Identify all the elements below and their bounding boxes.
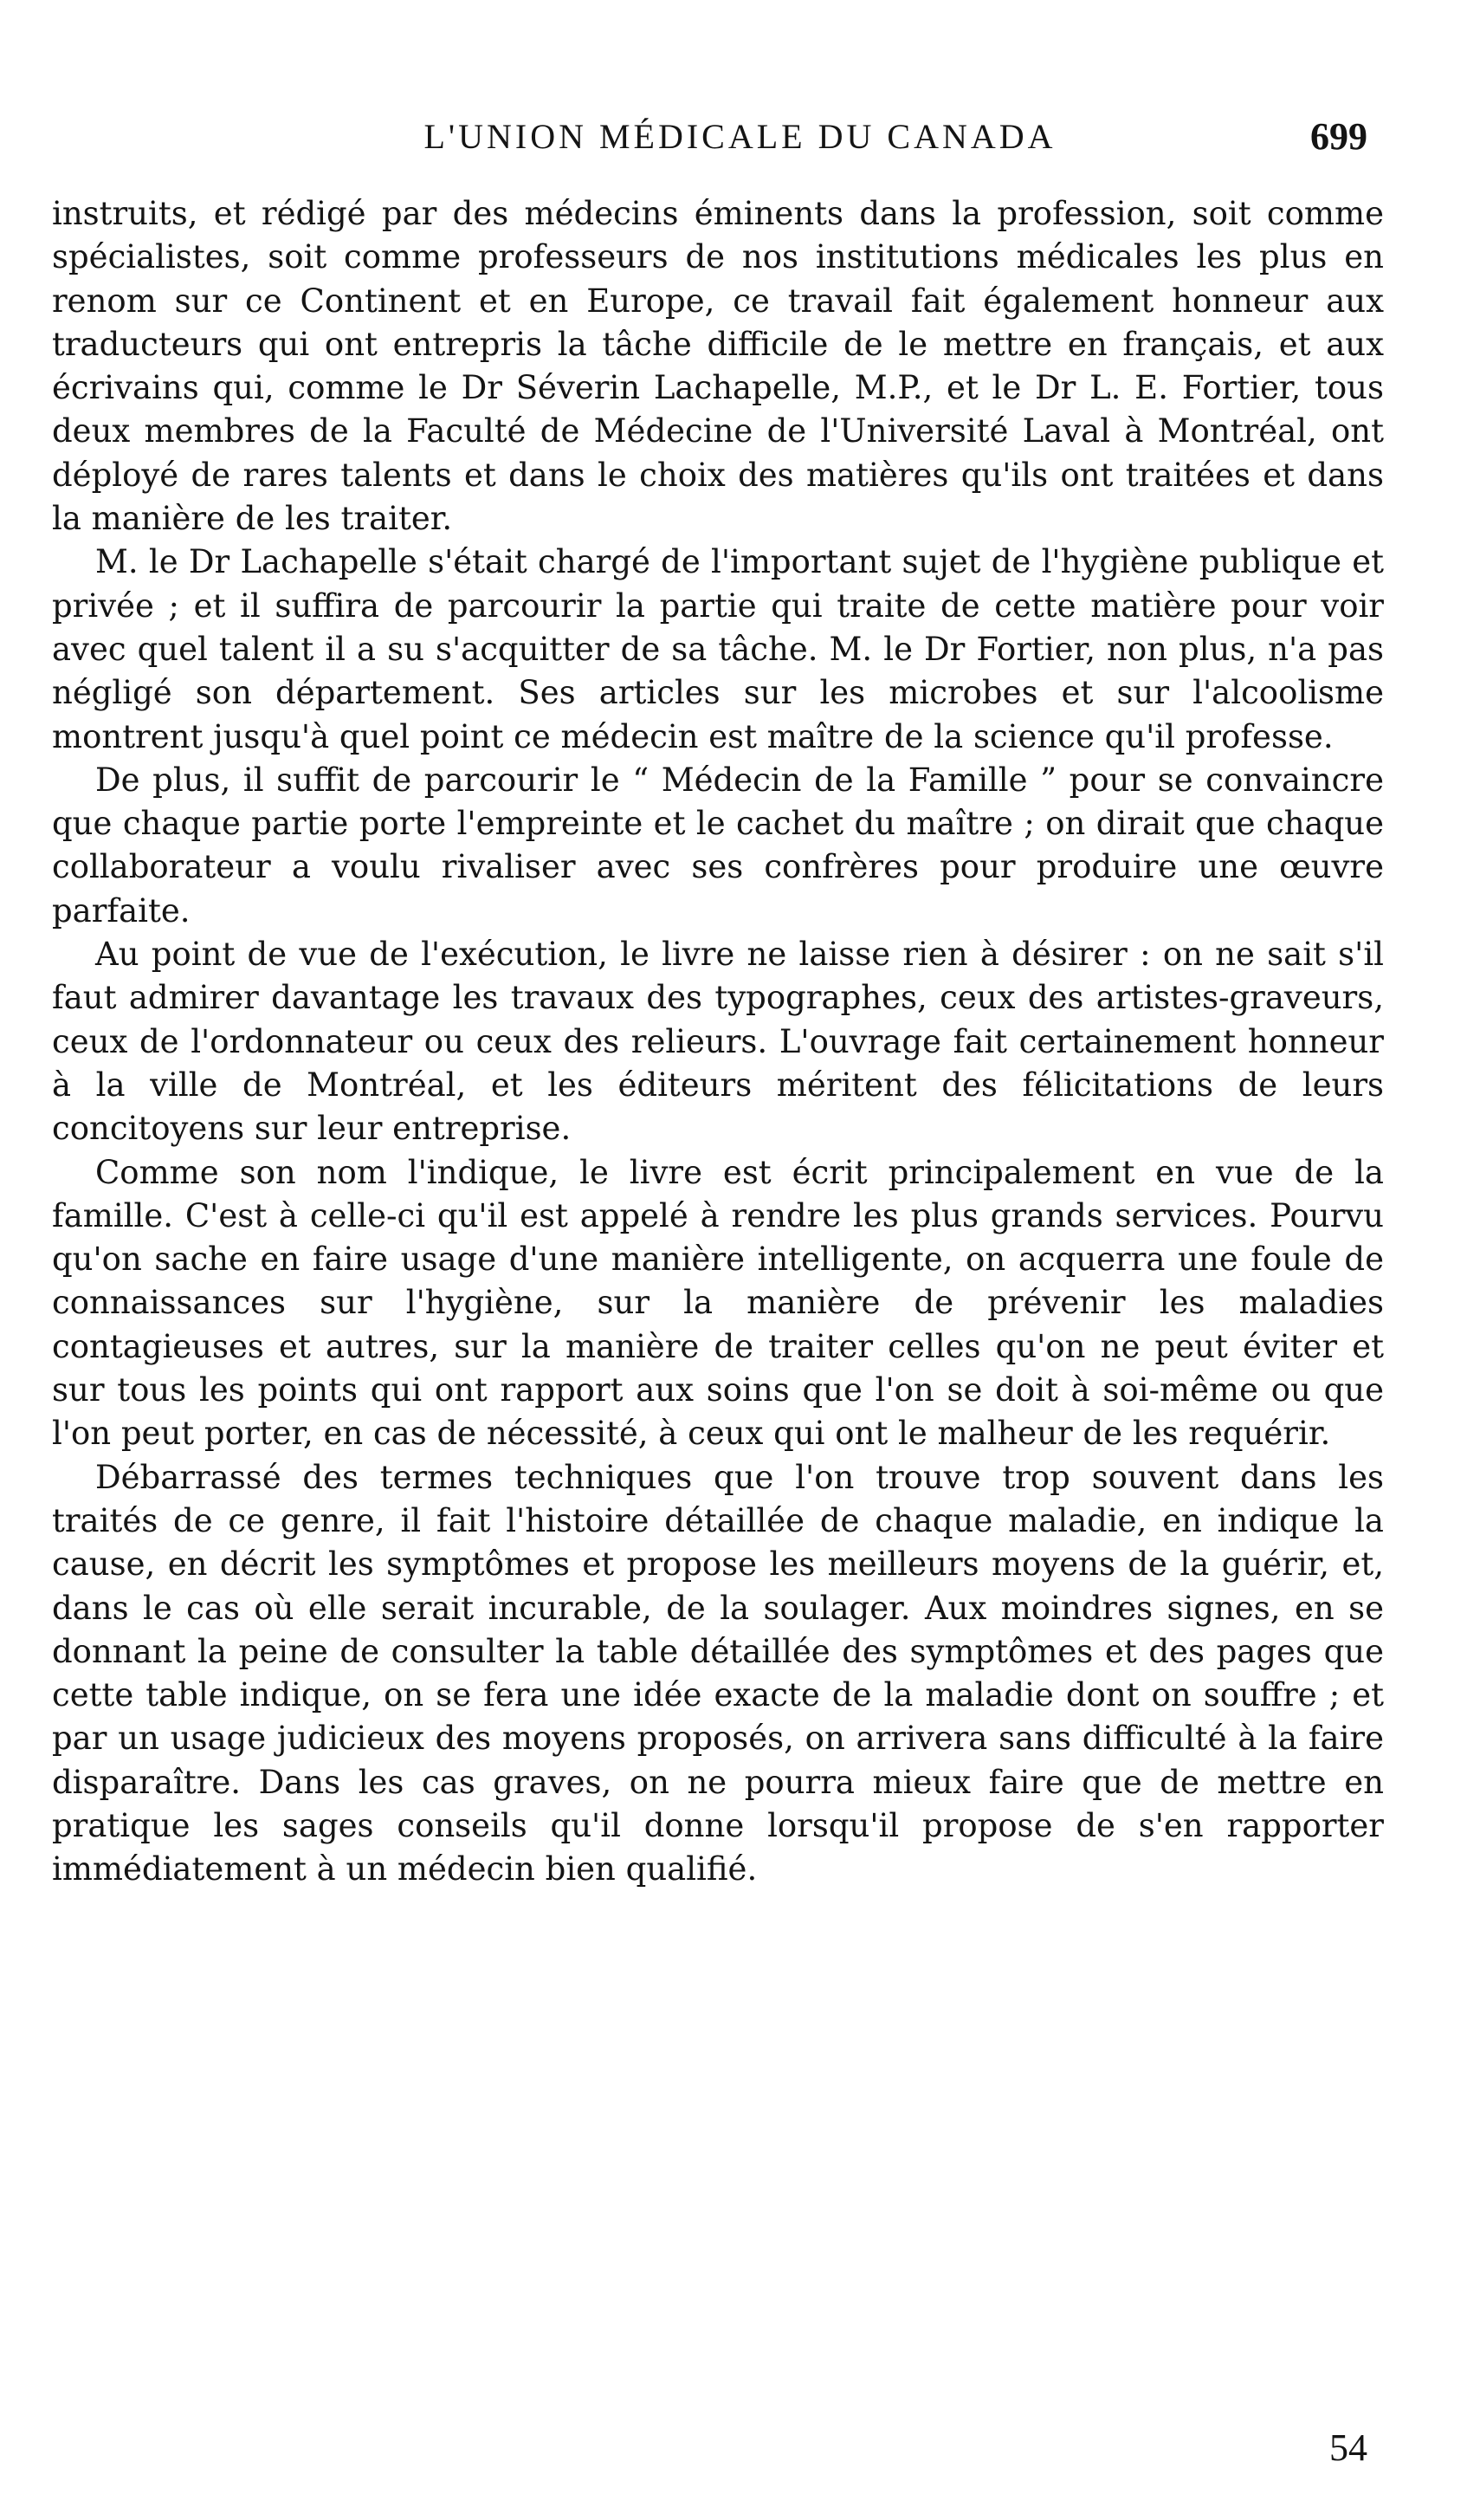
paragraph: Comme son nom l'indique, le livre est écrit principalement en vue de la famille. C'est à celle-ci qu'il est appelé à rendre les plus grands services. Pourvu qu'on sache en faire usage d'une manière intelligente, on acquerra une foule de connaissances sur l'hygiène, sur la manière de prévenir les maladies contagieuses et autres, sur la manière de traiter celles qu'on ne peut éviter et sur tous les points qui ont rapport aux soins que l'on se doit à soi-même ou que l'on peut porter, en cas de nécessité, à ceux qui ont le malheur de les requérir. (52, 1153, 1384, 1453)
signature-mark: 54 (1329, 2426, 1367, 2469)
page-number: 699 (1310, 115, 1367, 158)
paragraph: De plus, il suffit de parcourir le “ Médecin de la Famille ” pour se convaincre que chaque partie porte l'empreinte et le cachet du maître ; on dirait que chaque collaborateur a voulu rivaliser avec ses confrères pour produire une œuvre parfaite. (52, 761, 1384, 930)
paragraph: Au point de vue de l'exécution, le livre ne laisse rien à désirer : on ne sait s'il faut admirer davantage les travaux des typographes, ceux des artistes-graveurs, ceux de l'ordonnateur ou ceux des relieurs. L'ouvrage fait certainement honneur à la ville de Montréal, et les éditeurs méritent des félicitations de leurs concitoyens sur leur entreprise. (52, 936, 1384, 1148)
running-head (0, 111, 1480, 163)
running-title: L'UNION MÉDICALE DU CANADA (423, 117, 1057, 156)
paragraph: instruits, et rédigé par des médecins éminents dans la profession, soit comme spécialistes, soit comme professeurs de nos institutions médicales les plus en renom sur ce Continent et en Europe, ce travail fait également honneur aux traducteurs qui ont entrepris la tâche difficile de le mettre en français, et aux écrivains qui, comme le Dr Séverin Lachapelle, M.P., et le Dr L. E. Fortier, tous deux membres de la Faculté de Médecine de l'Université Laval à Montréal, ont déployé de rares talents et dans le choix des matières qu'ils ont traitées et dans la manière de les traiter. (52, 195, 1384, 538)
body-text (52, 192, 1384, 1892)
paragraph: M. le Dr Lachapelle s'était chargé de l'important sujet de l'hygiène publique et privée ; et il suffira de parcourir la partie qui traite de cette matière pour voir avec quel talent il a su s'acquitter de sa tâche. M. le Dr Fortier, non plus, n'a pas négligé son département. Ses articles sur les microbes et sur l'alcoolisme montrent jusqu'à quel point ce médecin est maître de la science qu'il professe. (52, 543, 1384, 755)
paragraph: Débarrassé des termes techniques que l'on trouve trop souvent dans les traités de ce genre, il fait l'histoire détaillée de chaque maladie, en indique la cause, en décrit les symptômes et propose les meilleurs moyens de la guérir, et, dans le cas où elle serait incurable, de la soulager. Aux moindres signes, en se donnant la peine de consulter la table détaillée des symptômes et des pages que cette table indique, on se fera une idée exacte de la maladie dont on souffre ; et par un usage judicieux des moyens proposés, on arrivera sans difficulté à la faire disparaître. Dans les cas graves, on ne pourra mieux faire que de mettre en pratique les sages conseils qu'il donne lorsqu'il propose de s'en rapporter immédiatement à un médecin bien qualifié. (52, 1458, 1384, 1888)
